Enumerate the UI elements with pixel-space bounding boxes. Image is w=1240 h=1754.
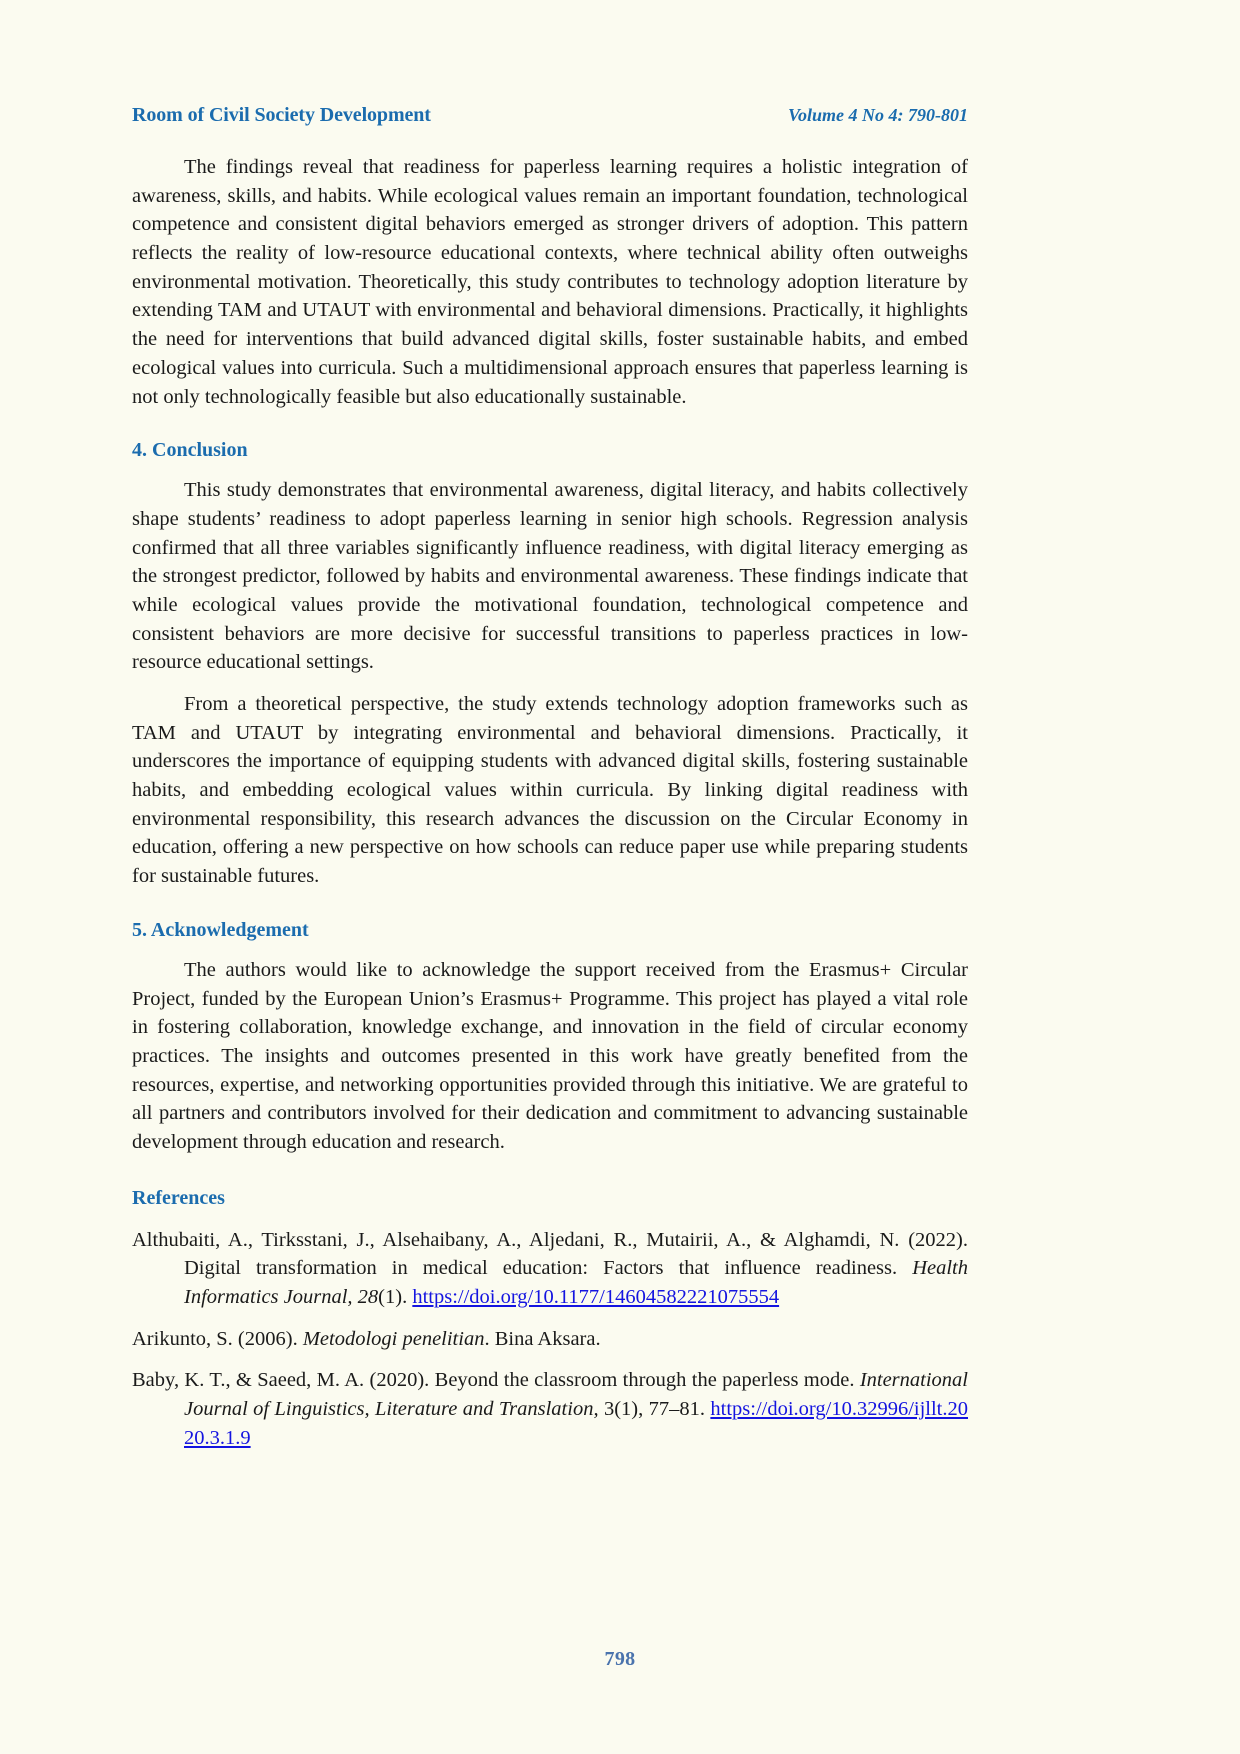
reference-source-title: Health Informatics Journal, 28 — [184, 1257, 968, 1308]
reference-authors-year: Arikunto, S. (2006). — [132, 1327, 303, 1350]
reference-issue: 3(1), 77–81. — [598, 1398, 711, 1421]
reference-source-title: International Journal of Linguistics, Literature and Translation, — [184, 1369, 968, 1421]
reference-source-title: Metodologi penelitian — [302, 1327, 485, 1350]
reference-doi-link[interactable]: https://doi.org/10.32996/ijllt.2020.3.1.9 — [184, 1398, 968, 1449]
reference-list — [132, 1226, 968, 1453]
reference-entry — [132, 1366, 968, 1452]
reference-doi-link[interactable]: https://doi.org/10.1177/14604582221075554 — [412, 1286, 780, 1308]
heading-references: References — [132, 1186, 225, 1209]
heading-conclusion: 4. Conclusion — [132, 439, 248, 462]
heading-acknowledgement: 5. Acknowledgement — [132, 918, 309, 941]
paragraph-acknowledgement: The authors would like to acknowledge the support received from the Erasmus+ Circular Project, funded by the European Union’s Erasmus+ Programme. This project has played a vital role in fostering collaboration, knowledge exchange, and innovation in the field of circular economy practices. The insights and outcomes presented in this work have greatly benefited from the resources, expertise, and networking opportunities provided through this initiative. We are grateful to all partners and contributors involved for their dedication and commitment to advancing sustainable development through education and research. — [132, 958, 968, 1153]
journal-title: Room of Civil Society Development — [132, 104, 431, 126]
reference-issue: (1). — [378, 1286, 413, 1308]
page-content — [132, 104, 968, 1452]
paragraph-conclusion-1: This study demonstrates that environmental awareness, digital literacy, and habits collectively shape students’ readiness to adopt paperless learning in senior high schools. Regression analysis confirmed that all three variables significantly influence readiness, with digital literacy emerging as the strongest predictor, followed by habits and environmental awareness. These findings indicate that while ecological values provide the motivational foundation, technological competence and consistent behaviors are more decisive for successful transitions to paperless practices in low-resource educational settings. — [132, 479, 968, 674]
reference-authors-year: Althubaiti, A., Tirksstani, J., Alsehaibany, A., Aljedani, R., Mutairii, A., & Alghamdi, N. (2022). Digital transformation in medical education: Factors that influence readiness. — [132, 1228, 968, 1280]
reference-publisher: . Bina Aksara. — [484, 1327, 601, 1350]
reference-authors-year: Baby, K. T., & Saeed, M. A. (2020). Beyond the classroom through the paperless mode. — [132, 1369, 860, 1392]
issue-info: Volume 4 No 4: 790-801 — [788, 105, 968, 125]
paragraph-conclusion-2: From a theoretical perspective, the study extends technology adoption frameworks such as TAM and UTAUT by integrating environmental and behavioral dimensions. Practically, it underscores the importance of equipping students with advanced digital skills, fostering sustainable habits, and embedding ecological values within curricula. By linking digital readiness with environmental responsibility, this research advances the discussion on the Circular Economy in education, offering a new perspective on how schools can reduce paper use while preparing students for sustainable futures. — [132, 693, 968, 888]
paragraph-discussion: The findings reveal that readiness for paperless learning requires a holistic integration of awareness, skills, and habits. While ecological values remain an important foundation, technological competence and consistent digital behaviors emerged as stronger drivers of adoption. This pattern reflects the reality of low-resource educational contexts, where technical ability often outweighs environmental motivation. Theoretically, this study contributes to technology adoption literature by extending TAM and UTAUT with environmental and behavioral dimensions. Practically, it highlights the need for interventions that build advanced digital skills, foster sustainable habits, and embed ecological values into curricula. Such a multidimensional approach ensures that paperless learning is not only technologically feasible but also educationally sustainable. — [132, 156, 968, 408]
running-head — [132, 104, 968, 127]
reference-entry — [132, 1226, 968, 1312]
page-number: 798 — [604, 1648, 636, 1670]
reference-entry — [132, 1325, 968, 1354]
